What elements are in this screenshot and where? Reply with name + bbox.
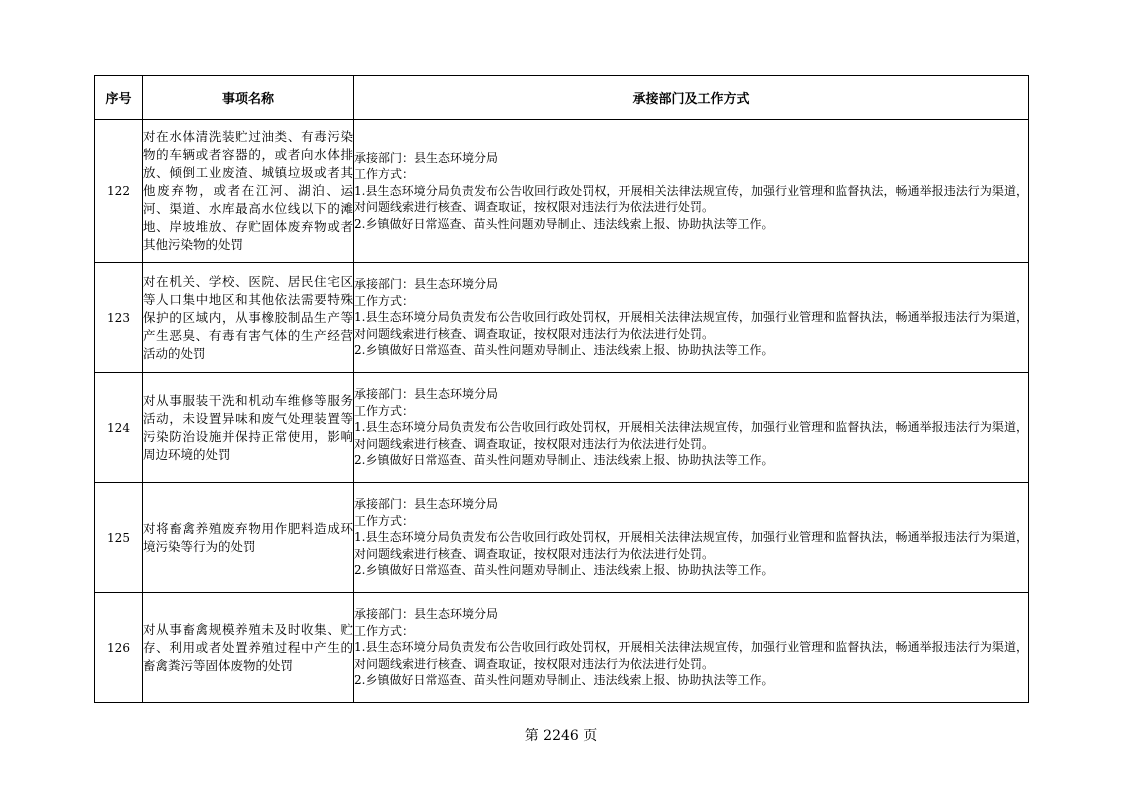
method-item-2: 2.乡镇做好日常巡查、苗头性问题劝导制止、违法线索上报、协助执法等工作。	[354, 673, 774, 688]
method-label: 工作方式：	[354, 623, 415, 638]
table-row	[95, 593, 1029, 703]
header-matter-name: 事项名称	[143, 76, 354, 120]
department-line: 承接部门：县生态环境分局	[354, 497, 499, 512]
row-serial-no: 126	[95, 593, 143, 703]
method-label: 工作方式：	[354, 167, 415, 182]
department-line: 承接部门：县生态环境分局	[354, 607, 499, 622]
method-label: 工作方式：	[354, 513, 415, 528]
table-row	[95, 120, 1029, 263]
method-item-2: 2.乡镇做好日常巡查、苗头性问题劝导制止、违法线索上报、协助执法等工作。	[354, 216, 774, 231]
header-serial-no: 序号	[95, 76, 143, 120]
row-serial-no: 122	[95, 120, 143, 263]
header-department-method: 承接部门及工作方式	[354, 76, 1029, 120]
table-row	[95, 483, 1029, 593]
row-department-method	[354, 483, 1029, 593]
row-matter-name: 对在机关、学校、医院、居民住宅区等人口集中地区和其他依法需要特殊保护的区域内，从事橡胶制品生产等产生恶臭、有毒有害气体的生产经营活动的处罚	[143, 263, 354, 373]
table-row	[95, 373, 1029, 483]
row-serial-no: 124	[95, 373, 143, 483]
method-item-2: 2.乡镇做好日常巡查、苗头性问题劝导制止、违法线索上报、协助执法等工作。	[354, 563, 774, 578]
method-item-1: 1.县生态环境分局负责发布公告收回行政处罚权，开展相关法律法规宣传，加强行业管理和监督执法，畅通举报违法行为渠道，对问题线索进行核查、调查取证，按权限对违法行为依法进行处罚。	[354, 640, 1028, 671]
row-matter-name: 对从事畜禽规模养殖未及时收集、贮存、利用或者处置养殖过程中产生的畜禽粪污等固体废物的处罚	[143, 593, 354, 703]
method-item-2: 2.乡镇做好日常巡查、苗头性问题劝导制止、违法线索上报、协助执法等工作。	[354, 453, 774, 468]
department-line: 承接部门：县生态环境分局	[354, 387, 499, 402]
page-number: 第 2246 页	[524, 728, 598, 744]
method-item-1: 1.县生态环境分局负责发布公告收回行政处罚权，开展相关法律法规宣传，加强行业管理和监督执法，畅通举报违法行为渠道，对问题线索进行核查、调查取证，按权限对违法行为依法进行处罚。	[354, 420, 1028, 451]
department-line: 承接部门：县生态环境分局	[354, 277, 499, 292]
row-matter-name: 对将畜禽养殖废弃物用作肥料造成环境污染等行为的处罚	[143, 483, 354, 593]
row-matter-name: 对在水体清洗装贮过油类、有毒污染物的车辆或者容器的，或者向水体排放、倾倒工业废渣、城镇垃圾或者其他废弃物，或者在江河、湖泊、运河、渠道、水库最高水位线以下的滩地、岸坡堆放、存贮固体废弃物或者其他污染物的处罚	[143, 120, 354, 263]
table-row	[95, 263, 1029, 373]
department-line: 承接部门：县生态环境分局	[354, 150, 499, 165]
table-header-row	[95, 76, 1029, 120]
row-department-method	[354, 263, 1029, 373]
method-item-2: 2.乡镇做好日常巡查、苗头性问题劝导制止、违法线索上报、协助执法等工作。	[354, 343, 774, 358]
row-department-method	[354, 373, 1029, 483]
row-serial-no: 123	[95, 263, 143, 373]
row-department-method	[354, 120, 1029, 263]
method-label: 工作方式：	[354, 403, 415, 418]
row-serial-no: 125	[95, 483, 143, 593]
row-department-method	[354, 593, 1029, 703]
method-label: 工作方式：	[354, 293, 415, 308]
method-item-1: 1.县生态环境分局负责发布公告收回行政处罚权，开展相关法律法规宣传，加强行业管理和监督执法，畅通举报违法行为渠道，对问题线索进行核查、调查取证，按权限对违法行为依法进行处罚。	[354, 310, 1028, 341]
method-item-1: 1.县生态环境分局负责发布公告收回行政处罚权，开展相关法律法规宣传，加强行业管理和监督执法，畅通举报违法行为渠道，对问题线索进行核查、调查取证，按权限对违法行为依法进行处罚。	[354, 183, 1028, 215]
row-matter-name: 对从事服装干洗和机动车维修等服务活动，未设置异味和废气处理装置等污染防治设施并保持正常使用，影响周边环境的处罚	[143, 373, 354, 483]
matters-table	[94, 75, 1029, 703]
method-item-1: 1.县生态环境分局负责发布公告收回行政处罚权，开展相关法律法规宣传，加强行业管理和监督执法，畅通举报违法行为渠道，对问题线索进行核查、调查取证，按权限对违法行为依法进行处罚。	[354, 530, 1028, 561]
